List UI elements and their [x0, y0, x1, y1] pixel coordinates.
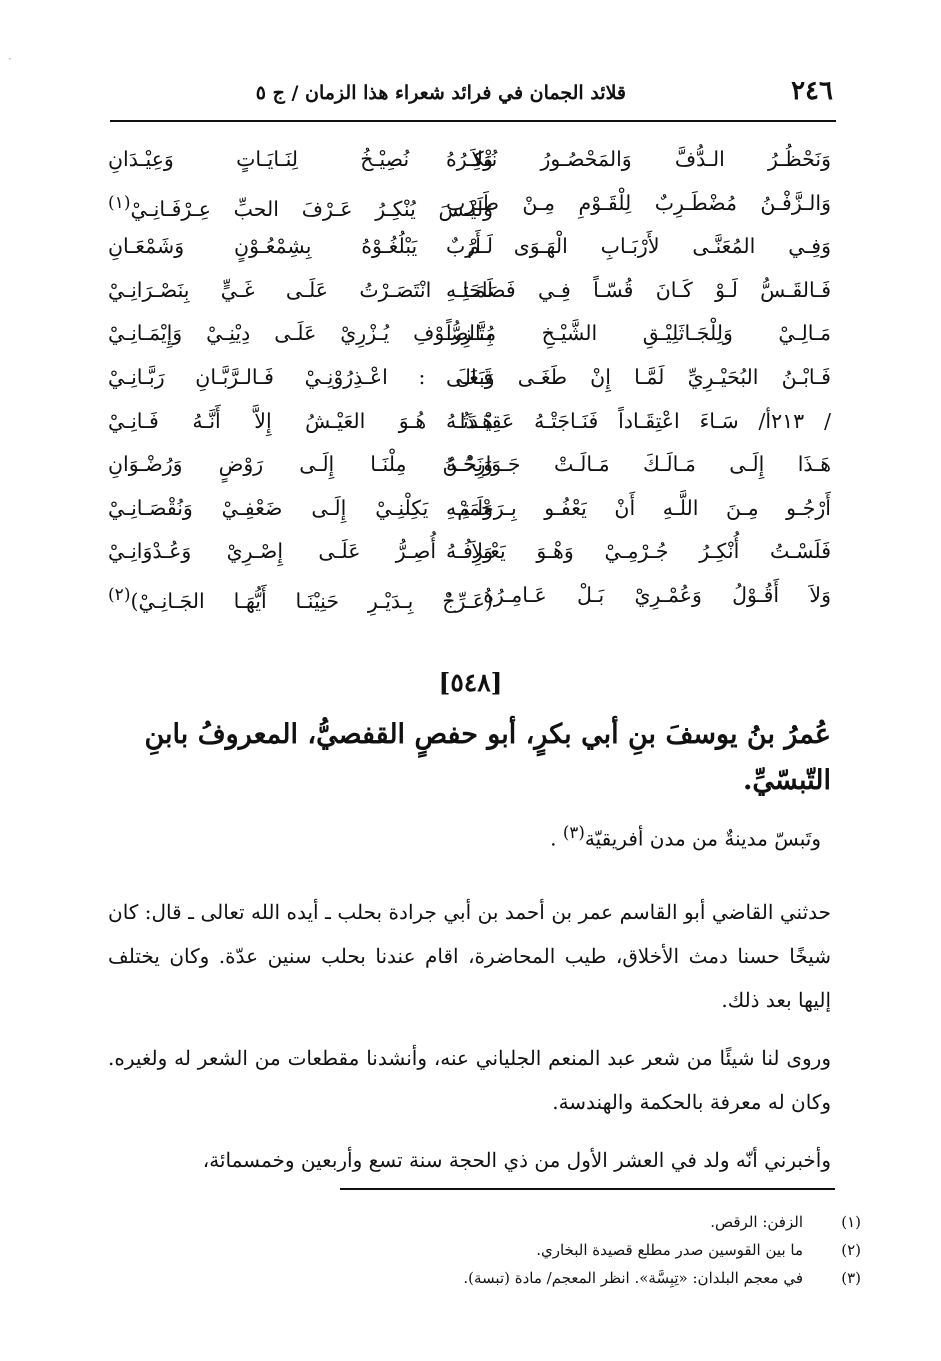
verse-text: (عَـرِّجْ بِـدَيْـرِ حَنِيْنَـا أَيُّهَـا الجَـانِـيْ) [130, 588, 493, 613]
footnote [110, 1264, 861, 1292]
place-note: وتَبسّ مدينةٌ من مدن أفريقيّة$^{(٣)}$ . [550, 823, 821, 851]
verse-right: هَـذَا إِلَـى مَـالَـكَ مَـالَـتْ جَـوَارِحُـهُ [446, 452, 831, 477]
verse-left [108, 269, 493, 313]
footnote-ref: (١) [108, 192, 131, 213]
poem-left-column [108, 138, 493, 618]
verse-right: فَلَسْـتُ أُنْكِـرُ جُـرْمِـيْ وَهْـوَ يَعْـرِفُـهُ [446, 539, 831, 564]
footnotes [110, 1208, 861, 1292]
verse-text: وَنَحْـنُ مِلْنَـا إِلَـى رَوْضٍ وَرُضْـوَانِ [108, 452, 493, 477]
verse-right: وَنَحْظُـرُ الـدُّفَّ وَالمَحْصُـورُ نُنْكِـرُهُ [446, 147, 831, 171]
footnote-number: (١) [841, 1213, 861, 1231]
header-rule [110, 120, 836, 122]
entry-number: [٥٤٨] [438, 668, 503, 697]
verse-left [108, 312, 493, 356]
footnote-number: (٢) [841, 1241, 861, 1259]
verse-right: وَالـزَّفْـنُ مُضْطَـرِبٌ لِلْقَـوْمِ مِـنْ طَـرَبِ [446, 190, 831, 215]
entry-title: عُمرُ بنُ يوسفَ بنِ أبي بكرٍ، أبو حفصٍ القفصيُّ، المعروفُ بابنِ التّبسّيِّ. [144, 719, 831, 796]
running-title: قلائد الجمان في فرائد شعراء هذا الزمان / ج ٥ [255, 82, 626, 104]
verse-left [108, 443, 493, 487]
verse-text: وَلَيْـسَ يُنْكِـرُ عَـرْفَ الحبِّ عِـرْفَـانِـيْ [130, 196, 493, 221]
poem-right-column [446, 138, 831, 618]
verse-right: وَلاَ أَقُـوْلُ وَعُمْـرِيْ بَـلْ عَـامِـرُهُ : [446, 582, 831, 607]
verse-text: هَـذَا هُـوَ العَيْـشُ إِلاَّ أَنَّـهُ فَـانِـيْ [108, 408, 493, 433]
verse-right: مَـالِـيْ وَلِلْجَـاثَلِيْـقِ الشَّيْـخِ مُتَّـزِراً [446, 321, 831, 346]
verse-text: لَـمْ يَبْلُغُـوْهُ بِشِمْعُـوْنٍ وَشَمْعَـانِ [108, 234, 493, 259]
footnote-text: ما بين القوسين صدر مطلع قصيدة البخاري. [536, 1241, 803, 1259]
footnote [110, 1208, 861, 1236]
footnote [110, 1236, 861, 1264]
page-header [100, 72, 841, 112]
verse-text: بِـالصُّـوْفِ يُـزْرِيْ عَلَـى دِيْنِـيْ وَإِيْمَـانِـيْ [108, 321, 493, 346]
footnote-rule [340, 1188, 835, 1190]
scan-mark: · [8, 52, 12, 66]
verse-left [108, 356, 493, 400]
verse-left [108, 487, 493, 531]
footnote-ref: (٢) [108, 584, 131, 605]
verse-right: فَـابْـنُ البُحَيْـرِيِّ لَمَّـا إِنْ طَغَـى وَبَغَـى [446, 364, 831, 389]
verse-right: / ٢١٣أ/ سَـاءَ اعْتِقَـاداً فَنَـاجَتْـهُ عَقِيْـدَتُـهُ [446, 408, 831, 433]
poem-block [108, 138, 831, 658]
paragraph: وأخبرني أنّه ولد في العشر الأول من ذي الحجة سنة تسع وأربعين وخمسمائة، [202, 1148, 831, 1172]
verse-left [108, 400, 493, 444]
paragraph: وروى لنا شيئًا من شعر عبد المنعم الجلياني عنه، وأنشدنا مقطعات من الشعر له ولغيره. وكان له معرفة بالحكمة والهندسة. [108, 1046, 831, 1114]
verse-left [108, 225, 493, 269]
verse-left [108, 138, 493, 182]
verse-left [108, 574, 493, 618]
verse-right: أَرْجُـو مِـنَ اللَّـهِ أَنْ يَعْفُـو بِـرَحْمَتِـهِ [446, 495, 831, 520]
footnote-number: (٣) [841, 1269, 861, 1287]
verse-right: وَفِـي المُعَنَّـى لأَرْبَـابِ الْهَـوَى أَرَبٌ [446, 234, 831, 259]
place-note-text: وتَبسّ مدينةٌ من مدن أفريقيّة [584, 826, 821, 851]
verse-right: فَـالقَـسُّ لَـوْ كَـانَ قُسّـاً فِـي فَصَاحَتِـهِ [446, 277, 831, 302]
verse-text: وَلاَ نُصِيْـخُ لِنَـايَـاتٍ وَعِيْـدَانِ [108, 147, 493, 171]
verse-text: وَلَـمْ يَكِلْنِـيْ إِلَـى ضَعْفِـيْ وَنُقْصَـانِـيْ [108, 495, 493, 520]
footnote-ref: (٣) [562, 823, 585, 842]
footnote-text: الزفن: الرقص. [710, 1213, 803, 1231]
page-number: ٢٤٦ [791, 76, 833, 106]
verse-text: وَلاَ أُصِـرُّ عَلَـى إِصْـرِيْ وَعُـدْوَانِـيْ [108, 539, 493, 564]
verse-left [108, 530, 493, 574]
paragraph: حدثني القاضي أبو القاسم عمر بن أحمد بن أبي جرادة بحلب ـ أيده الله تعالى ـ قال: كان شيخًا حسنا دمث الأخلاق، طيب المحاضرة، اقام عندنا بحلب سنين عدّة. وكان يختلف إليها بعد ذلك. [108, 900, 831, 1012]
footnote-text: في معجم البلدان: «تِبِسَّة». انظر المعجم/ مادة (تبسة). [463, 1269, 803, 1287]
verse-left [108, 182, 493, 226]
verse-text: قَـالَ : اعْـذِرُوْنِـيْ فَـالـرَّبَّـانِ رَبَّـانِـيْ [108, 364, 493, 389]
verse-text: لَمَـا انْتَصَـرْتُ عَلَـى غَـيٍّ بِنَصْـرَانِـيْ [108, 277, 493, 302]
